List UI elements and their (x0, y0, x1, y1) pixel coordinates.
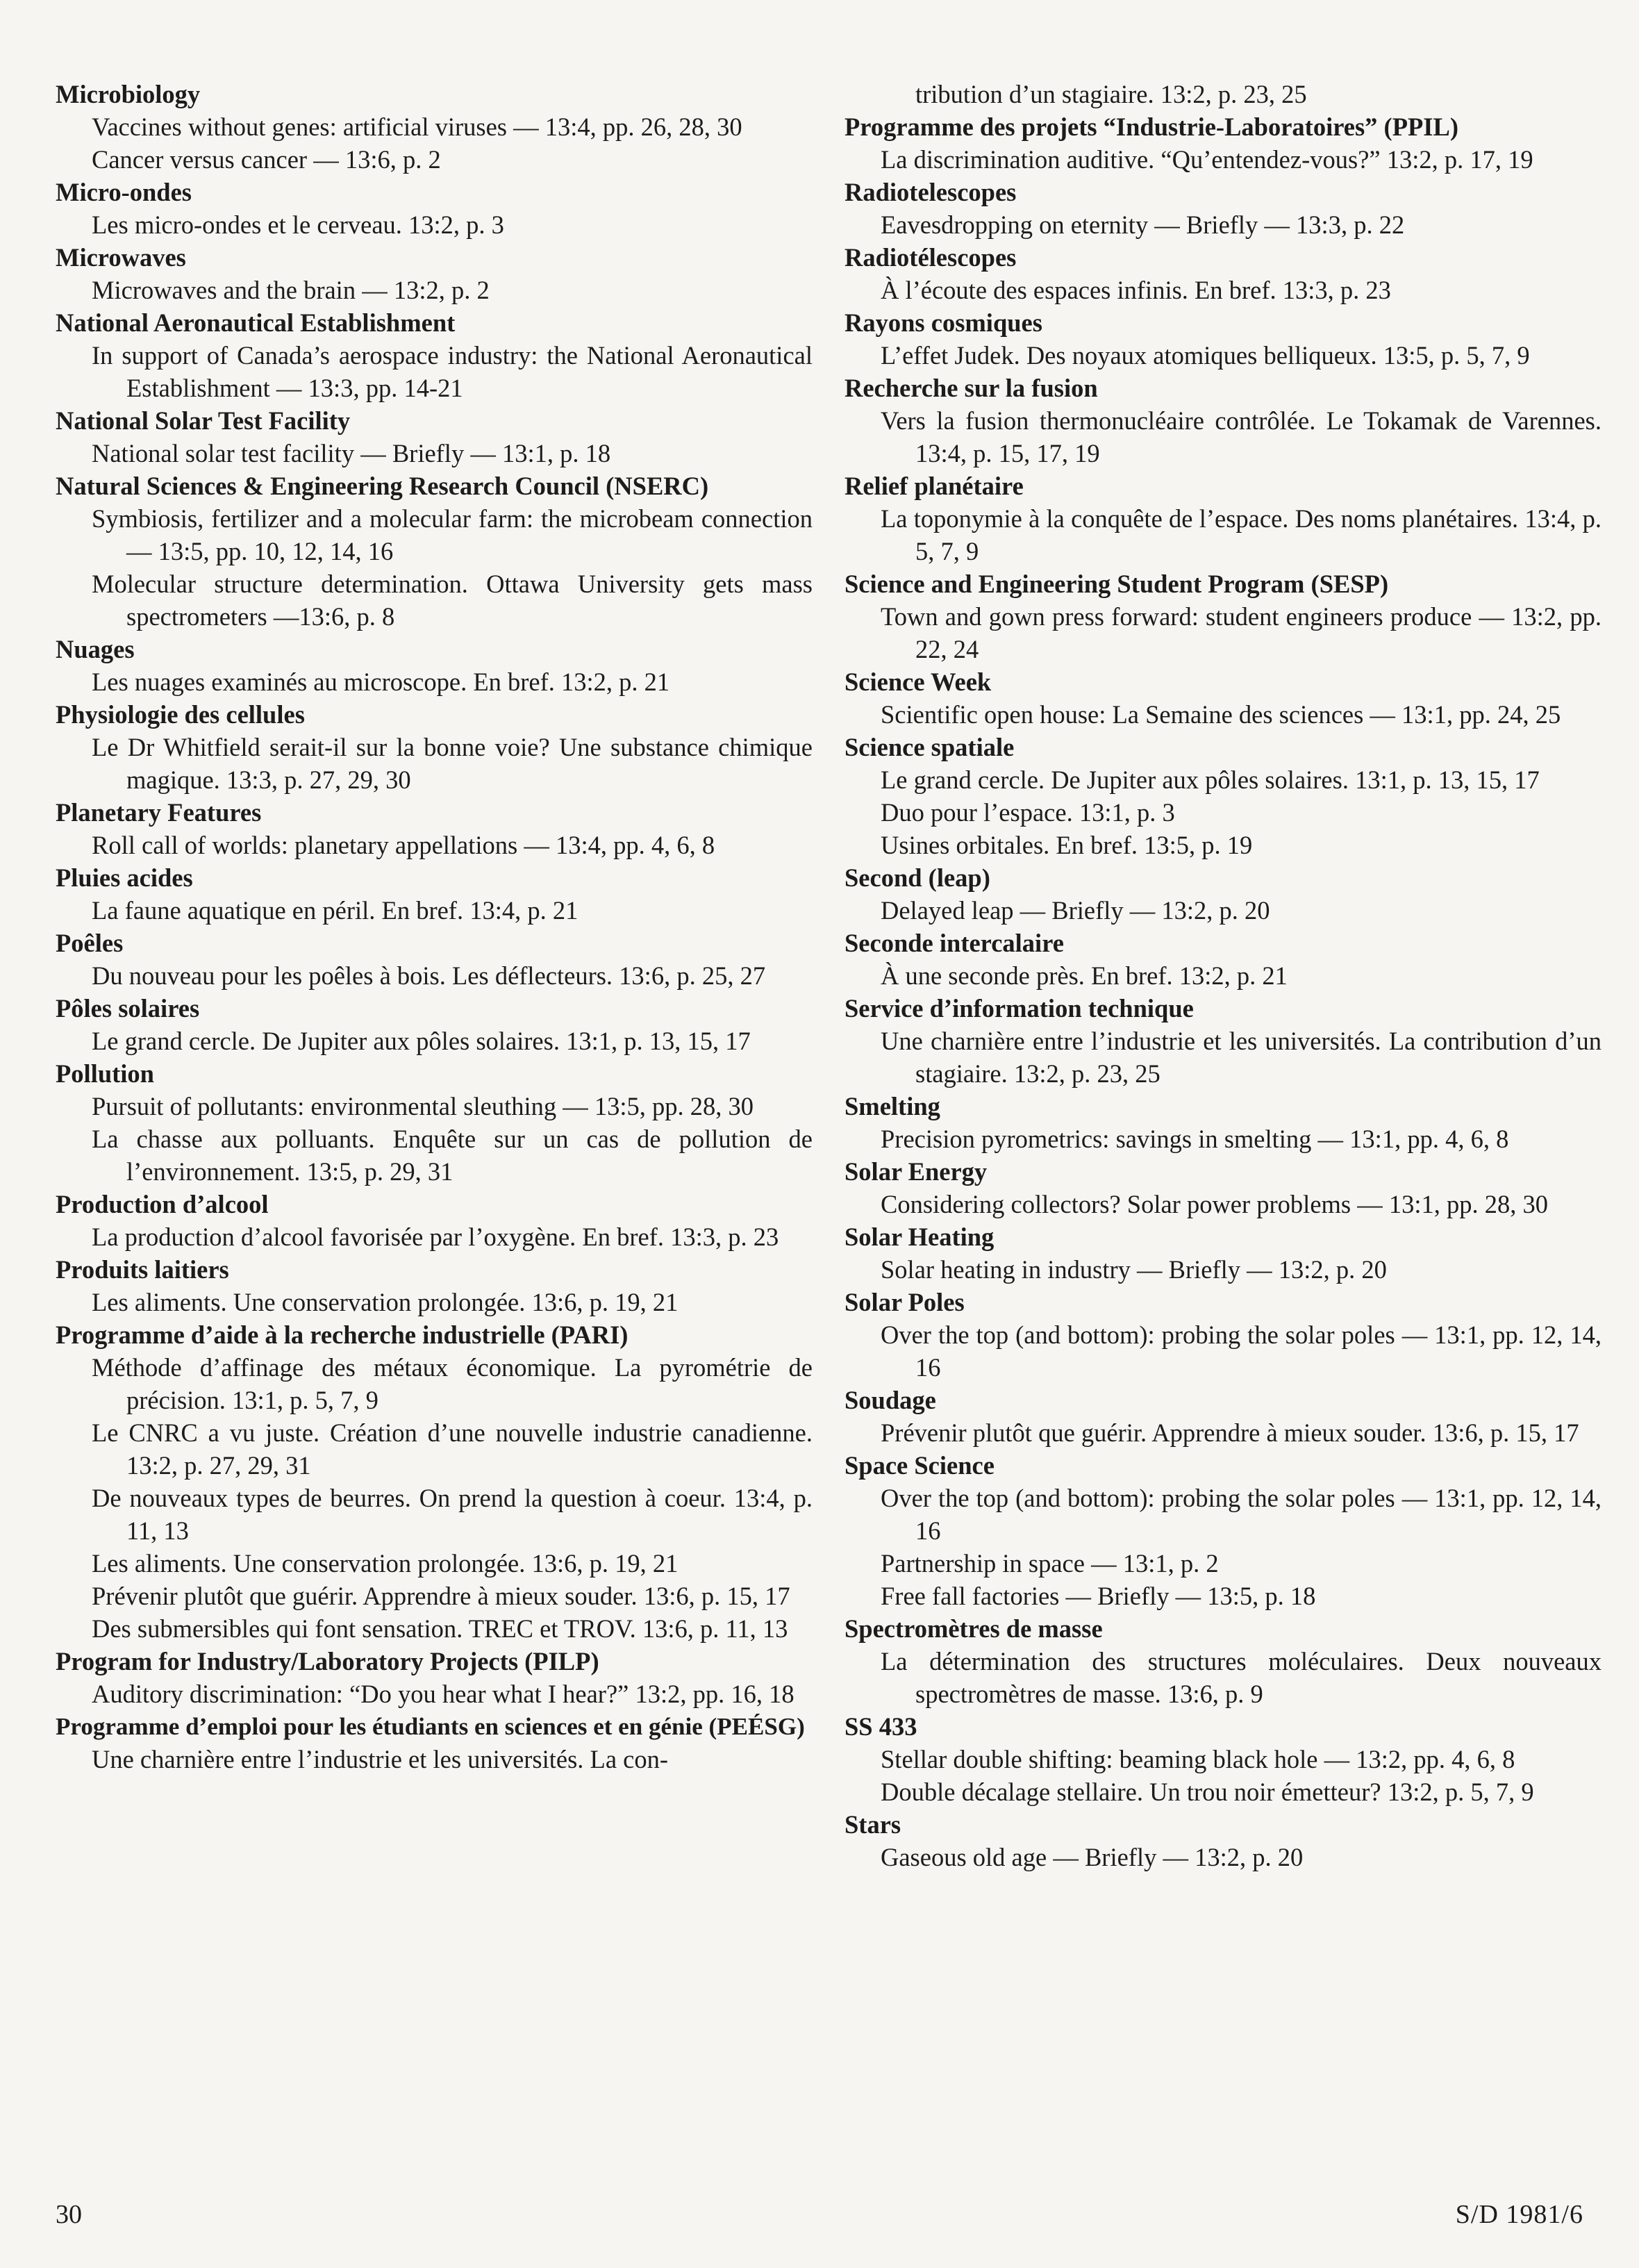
index-reference: Pursuit of pollutants: environmental sleuthing — 13:5, pp. 28, 30 (92, 1092, 754, 1120)
index-entry (845, 470, 1601, 568)
index-entry (845, 1286, 1601, 1384)
index-term: SS 433 (845, 1712, 917, 1741)
index-reference: De nouveaux types de beurres. On prend la question à coeur. 13:4, p. 11, 13 (92, 1484, 813, 1545)
index-term: Smelting (845, 1092, 940, 1120)
index-term: Service d’information technique (845, 994, 1194, 1023)
index-reference: L’effet Judek. Des noyaux atomiques belliqueux. 13:5, p. 5, 7, 9 (881, 341, 1530, 370)
index-entry (845, 241, 1601, 306)
index-term: Solar Energy (845, 1157, 988, 1186)
index-reference: Gaseous old age — Briefly — 13:2, p. 20 (881, 1843, 1304, 1871)
index-reference: Delayed leap — Briefly — 13:2, p. 20 (881, 896, 1270, 925)
index-term: Stars (845, 1810, 901, 1839)
index-column-right (845, 78, 1601, 1873)
index-entry (845, 306, 1601, 372)
index-term: Science spatiale (845, 733, 1015, 761)
index-term: Natural Sciences & Engineering Research Council (NSERC) (56, 472, 709, 500)
index-reference: Stellar double shifting: beaming black hole — 13:2, pp. 4, 6, 8 (881, 1745, 1515, 1773)
index-entry (56, 1188, 813, 1253)
index-reference: Considering collectors? Solar power problems — 13:1, pp. 28, 30 (881, 1190, 1549, 1218)
index-entry (845, 927, 1601, 992)
index-term: Programme d’emploi pour les étudiants en sciences et en génie (PEÉSG) (56, 1713, 805, 1740)
index-column-left (56, 78, 813, 1776)
index-reference: Free fall factories — Briefly — 13:5, p. 18 (881, 1582, 1316, 1610)
index-term: Radiotélescopes (845, 243, 1017, 272)
index-term: Programme d’aide à la recherche industrielle (PARI) (56, 1321, 629, 1349)
index-reference: Usines orbitales. En bref. 13:5, p. 19 (881, 831, 1253, 859)
index-term: Recherche sur la fusion (845, 374, 1098, 402)
index-term: Microwaves (56, 243, 186, 272)
index-term: Program for Industry/Laboratory Projects (PILP) (56, 1647, 599, 1675)
index-reference: Une charnière entre l’industrie et les universités. La con- (92, 1745, 669, 1773)
index-term: Production d’alcool (56, 1190, 269, 1218)
index-reference: Symbiosis, fertilizer and a molecular farm: the microbeam connection — 13:5, pp. 10, 12, 14, 16 (92, 504, 813, 565)
index-reference: Roll call of worlds: planetary appellations — 13:4, pp. 4, 6, 8 (92, 831, 715, 859)
index-reference: Une charnière entre l’industrie et les universités. La contribution d’un stagiaire. 13:2, p. 23, 25 (881, 1027, 1601, 1088)
index-entry (56, 1253, 813, 1318)
index-entry (845, 1090, 1601, 1155)
index-reference: Vers la fusion thermonucléaire contrôlée. Le Tokamak de Varennes. 13:4, p. 15, 17, 19 (881, 406, 1601, 467)
index-term: Spectromètres de masse (845, 1614, 1103, 1643)
index-term: Poêles (56, 929, 124, 957)
index-reference: Partnership in space — 13:1, p. 2 (881, 1549, 1219, 1578)
index-reference: Microwaves and the brain — 13:2, p. 2 (92, 276, 490, 304)
index-reference: Precision pyrometrics: savings in smelting — 13:1, pp. 4, 6, 8 (881, 1125, 1509, 1153)
index-entry (845, 861, 1601, 927)
index-entry (845, 372, 1601, 470)
index-entry (56, 306, 813, 404)
index-entry (56, 470, 813, 633)
index-term: National Solar Test Facility (56, 406, 351, 435)
index-entry (845, 1155, 1601, 1220)
index-term: Seconde intercalaire (845, 929, 1064, 957)
page-number: 30 (56, 2200, 82, 2229)
index-term: Second (leap) (845, 863, 990, 892)
index-term: Solar Poles (845, 1288, 965, 1316)
index-reference: Les micro-ondes et le cerveau. 13:2, p. 3 (92, 210, 504, 239)
index-term: Programme des projets “Industrie-Laboratoires” (PPIL) (845, 113, 1459, 141)
index-reference: Over the top (and bottom): probing the solar poles — 13:1, pp. 12, 14, 16 (881, 1321, 1601, 1382)
index-entry (56, 1645, 813, 1710)
index-entry (56, 796, 813, 861)
index-reference: La toponymie à la conquête de l’espace. Des noms planétaires. 13:4, p. 5, 7, 9 (881, 504, 1601, 565)
index-entry (845, 568, 1601, 665)
index-term: Micro-ondes (56, 178, 192, 206)
index-reference: Town and gown press forward: student engineers produce — 13:2, pp. 22, 24 (881, 602, 1601, 663)
index-term: Produits laitiers (56, 1255, 229, 1284)
index-entry (56, 241, 813, 306)
index-reference: Le grand cercle. De Jupiter aux pôles solaires. 13:1, p. 13, 15, 17 (881, 765, 1540, 794)
index-entry (845, 1612, 1601, 1710)
index-reference: Les nuages examinés au microscope. En bref. 13:2, p. 21 (92, 668, 670, 696)
index-entry (845, 731, 1601, 861)
index-reference: Prévenir plutôt que guérir. Apprendre à mieux souder. 13:6, p. 15, 17 (881, 1418, 1579, 1447)
index-reference: Des submersibles qui font sensation. TREC et TROV. 13:6, p. 11, 13 (92, 1614, 788, 1643)
index-entry (56, 1057, 813, 1188)
index-term: Space Science (845, 1451, 995, 1480)
index-reference: Double décalage stellaire. Un trou noir émetteur? 13:2, p. 5, 7, 9 (881, 1778, 1534, 1806)
index-reference: Over the top (and bottom): probing the solar poles — 13:1, pp. 12, 14, 16 (881, 1484, 1601, 1545)
index-entry (845, 1710, 1601, 1808)
index-reference: Auditory discrimination: “Do you hear what I hear?” 13:2, pp. 16, 18 (92, 1680, 794, 1708)
index-entry (56, 78, 813, 176)
index-entry (56, 1710, 813, 1776)
index-reference: Du nouveau pour les poêles à bois. Les déflecteurs. 13:6, p. 25, 27 (92, 961, 766, 990)
index-entry (845, 992, 1601, 1090)
index-entry (845, 665, 1601, 731)
index-reference: À une seconde près. En bref. 13:2, p. 21 (881, 961, 1288, 990)
index-entry (56, 1318, 813, 1645)
index-reference: Les aliments. Une conservation prolongée. 13:6, p. 19, 21 (92, 1288, 679, 1316)
index-entry (56, 698, 813, 796)
index-reference: Le CNRC a vu juste. Création d’une nouvelle industrie canadienne. 13:2, p. 27, 29, 31 (92, 1418, 813, 1480)
index-term: Science and Engineering Student Program (SESP) (845, 570, 1389, 598)
index-entry (56, 176, 813, 241)
index-reference: Molecular structure determination. Ottawa University gets mass spectrometers —13:6, p. 8 (92, 570, 813, 631)
index-reference: La détermination des structures moléculaires. Deux nouveaux spectromètres de masse. 13:6, p. 9 (881, 1647, 1601, 1708)
index-reference: Le Dr Whitfield serait-il sur la bonne voie? Une substance chimique magique. 13:3, p. 27, 29, 30 (92, 733, 813, 794)
index-entry (56, 633, 813, 698)
index-term: Solar Heating (845, 1223, 995, 1251)
index-term: Pluies acides (56, 863, 193, 892)
index-reference: La production d’alcool favorisée par l’oxygène. En bref. 13:3, p. 23 (92, 1223, 779, 1251)
index-reference: Vaccines without genes: artificial viruses — 13:4, pp. 26, 28, 30 (92, 113, 742, 141)
index-term: Pôles solaires (56, 994, 200, 1023)
index-entry (56, 404, 813, 470)
index-term: Nuages (56, 635, 135, 663)
index-term: Pollution (56, 1059, 154, 1088)
continued-entry-text: tribution d’un stagiaire. 13:2, p. 23, 25 (915, 80, 1307, 108)
index-reference: In support of Canada’s aerospace industry: the National Aeronautical Establishment — 13:3, pp. 14-21 (92, 341, 813, 402)
index-reference: Eavesdropping on eternity — Briefly — 13:3, p. 22 (881, 210, 1405, 239)
index-reference: Solar heating in industry — Briefly — 13:2, p. 20 (881, 1255, 1387, 1284)
index-reference: Méthode d’affinage des métaux économique. La pyrométrie de précision. 13:1, p. 5, 7, 9 (92, 1353, 813, 1414)
index-term: Radiotelescopes (845, 178, 1017, 206)
index-entry (845, 1449, 1601, 1612)
index-reference: La chasse aux polluants. Enquête sur un cas de pollution de l’environnement. 13:5, p. 29, 31 (92, 1125, 813, 1186)
index-reference: Le grand cercle. De Jupiter aux pôles solaires. 13:1, p. 13, 15, 17 (92, 1027, 751, 1055)
index-reference: National solar test facility — Briefly — 13:1, p. 18 (92, 439, 611, 467)
index-entry (845, 1384, 1601, 1449)
index-term: Science Week (845, 668, 992, 696)
index-reference: La discrimination auditive. “Qu’entendez-vous?” 13:2, p. 17, 19 (881, 145, 1533, 174)
index-entry (845, 110, 1601, 176)
index-reference: La faune aquatique en péril. En bref. 13:4, p. 21 (92, 896, 579, 925)
index-term: Relief planétaire (845, 472, 1024, 500)
index-term: National Aeronautical Establishment (56, 308, 456, 337)
index-reference: Prévenir plutôt que guérir. Apprendre à mieux souder. 13:6, p. 15, 17 (92, 1582, 790, 1610)
index-term: Planetary Features (56, 798, 262, 827)
index-entry (56, 992, 813, 1057)
index-reference: Scientific open house: La Semaine des sciences — 13:1, pp. 24, 25 (881, 700, 1561, 729)
index-term: Physiologie des cellules (56, 700, 305, 729)
index-entry (845, 1808, 1601, 1873)
issue-label: S/D 1981/6 (1455, 2200, 1583, 2229)
index-term: Rayons cosmiques (845, 308, 1042, 337)
index-reference: À l’écoute des espaces infinis. En bref. 13:3, p. 23 (881, 276, 1391, 304)
index-reference: Cancer versus cancer — 13:6, p. 2 (92, 145, 441, 174)
index-entry (56, 861, 813, 927)
index-reference: Les aliments. Une conservation prolongée. 13:6, p. 19, 21 (92, 1549, 679, 1578)
index-term: Microbiology (56, 80, 201, 108)
index-entry (845, 176, 1601, 241)
index-reference: Duo pour l’espace. 13:1, p. 3 (881, 798, 1175, 827)
index-term: Soudage (845, 1386, 936, 1414)
index-entry (56, 927, 813, 992)
index-entry (845, 1220, 1601, 1286)
